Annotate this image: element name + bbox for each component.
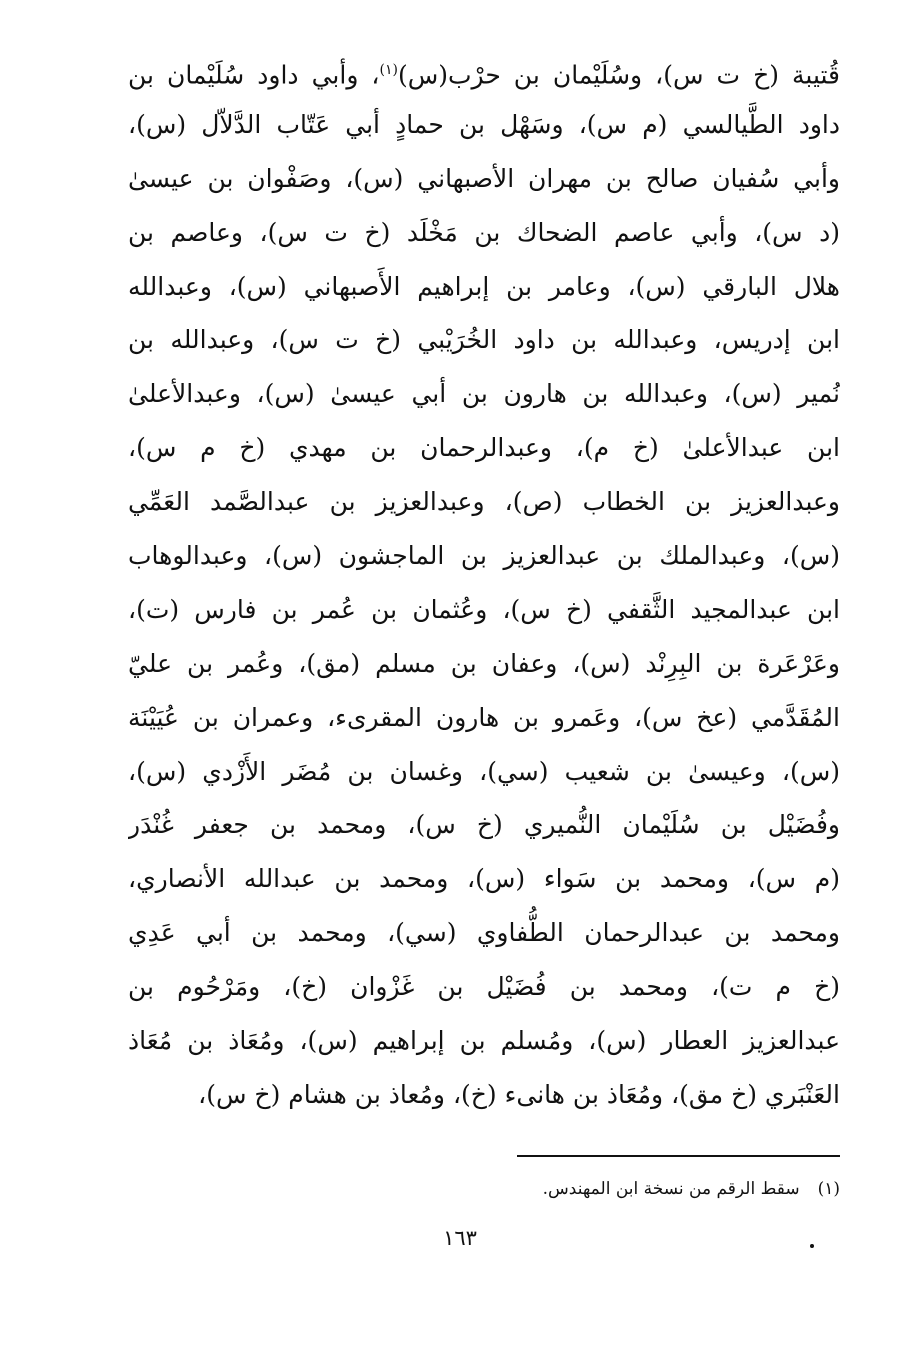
text-line-5: هلال البارقي (س)، وعامر بن إبراهيم الأَصبهاني (س)، وعبدالله xyxy=(128,271,840,301)
text-line-6: ابن إدريس، وعبدالله بن داود الخُرَيْبي (خ ت س)، وعبدالله بن xyxy=(128,325,840,355)
footnote-number: (١) xyxy=(817,1179,840,1199)
footnote-divider xyxy=(517,1155,840,1157)
text-line-4: (د س)، وأبي عاصم الضحاك بن مَخْلَد (خ ت س)، وعاصم بن xyxy=(128,217,840,247)
text-line-18: (خ م ت)، ومحمد بن فُضَيْل بن غَزْوان (خ)، ومَرْحُوم بن xyxy=(128,972,840,1002)
text-line-12: وعَرْعَرة بن البِرِنْد (س)، وعفان بن مسلم (مق)، وعُمر بن عليّ xyxy=(128,648,840,678)
text-line-19: عبدالعزيز العطار (س)، ومُسلم بن إبراهيم (س)، ومُعَاذ بن مُعَاذ xyxy=(128,1026,840,1056)
printer-dot-mark xyxy=(810,1244,814,1248)
footnote xyxy=(543,1176,840,1202)
text-line-20: العَنْبَري (خ مق)، ومُعَاذ بن هانىء (خ)، ومُعاذ بن هشام (خ س)، xyxy=(198,1079,840,1109)
text-line-7: نُمير (س)، وعبدالله بن هارون بن أبي عيسىٰ (س)، وعبدالأعلىٰ xyxy=(128,379,840,409)
text-line-2: داود الطَّيالسي (م س)، وسَهْل بن حمادٍ أبي عَتّاب الدَّلاّل (س)، xyxy=(128,109,840,139)
text-line-9: وعبدالعزيز بن الخطاب (ص)، وعبدالعزيز بن عبدالصَّمد العَمِّي xyxy=(128,487,840,517)
main-text-block xyxy=(128,44,840,1122)
text-line-1-start: قُتيبة (خ ت س)، وسُلَيْمان بن حرْب(س) xyxy=(397,60,840,90)
text-line-15: وفُضَيْل بن سُلَيْمان النُّميري (خ س)، ومحمد بن جعفر غُنْدَر xyxy=(128,810,840,840)
text-line-1 xyxy=(128,44,840,98)
page-number: ١٦٣ xyxy=(443,1226,477,1250)
footnote-marker: (١) xyxy=(379,62,398,78)
text-line-8: ابن عبدالأعلىٰ (خ م)، وعبدالرحمان بن مهدي (خ م س)، xyxy=(128,433,840,463)
text-line-17: ومحمد بن عبدالرحمان الطُّفاوي (سي)، ومحمد بن أبي عَدِي xyxy=(128,918,840,948)
footnote-text: سقط الرقم من نسخة ابن المهندس. xyxy=(542,1179,800,1199)
text-line-10: (س)، وعبدالملك بن عبدالعزيز بن الماجشون (س)، وعبدالوهاب xyxy=(128,541,840,571)
text-line-1-end: ، وأبي داود سُلَيْمان بن xyxy=(128,60,380,90)
text-line-16: (م س)، ومحمد بن سَواء (س)، ومحمد بن عبدالله الأنصاري، xyxy=(128,864,840,894)
text-line-3: وأبي سُفيان صالح بن مهران الأصبهاني (س)، وصَفْوان بن عيسىٰ xyxy=(128,163,840,193)
text-line-14: (س)، وعيسىٰ بن شعيب (سي)، وغسان بن مُضَر الأَزْدي (س)، xyxy=(128,756,840,786)
text-line-11: ابن عبدالمجيد الثَّقفي (خ س)، وعُثمان بن عُمر بن فارس (ت)، xyxy=(128,594,840,624)
text-line-13: المُقَدَّمي (عخ س)، وعَمرو بن هارون المقرىء، وعمران بن عُيَيْنَة xyxy=(128,702,840,732)
